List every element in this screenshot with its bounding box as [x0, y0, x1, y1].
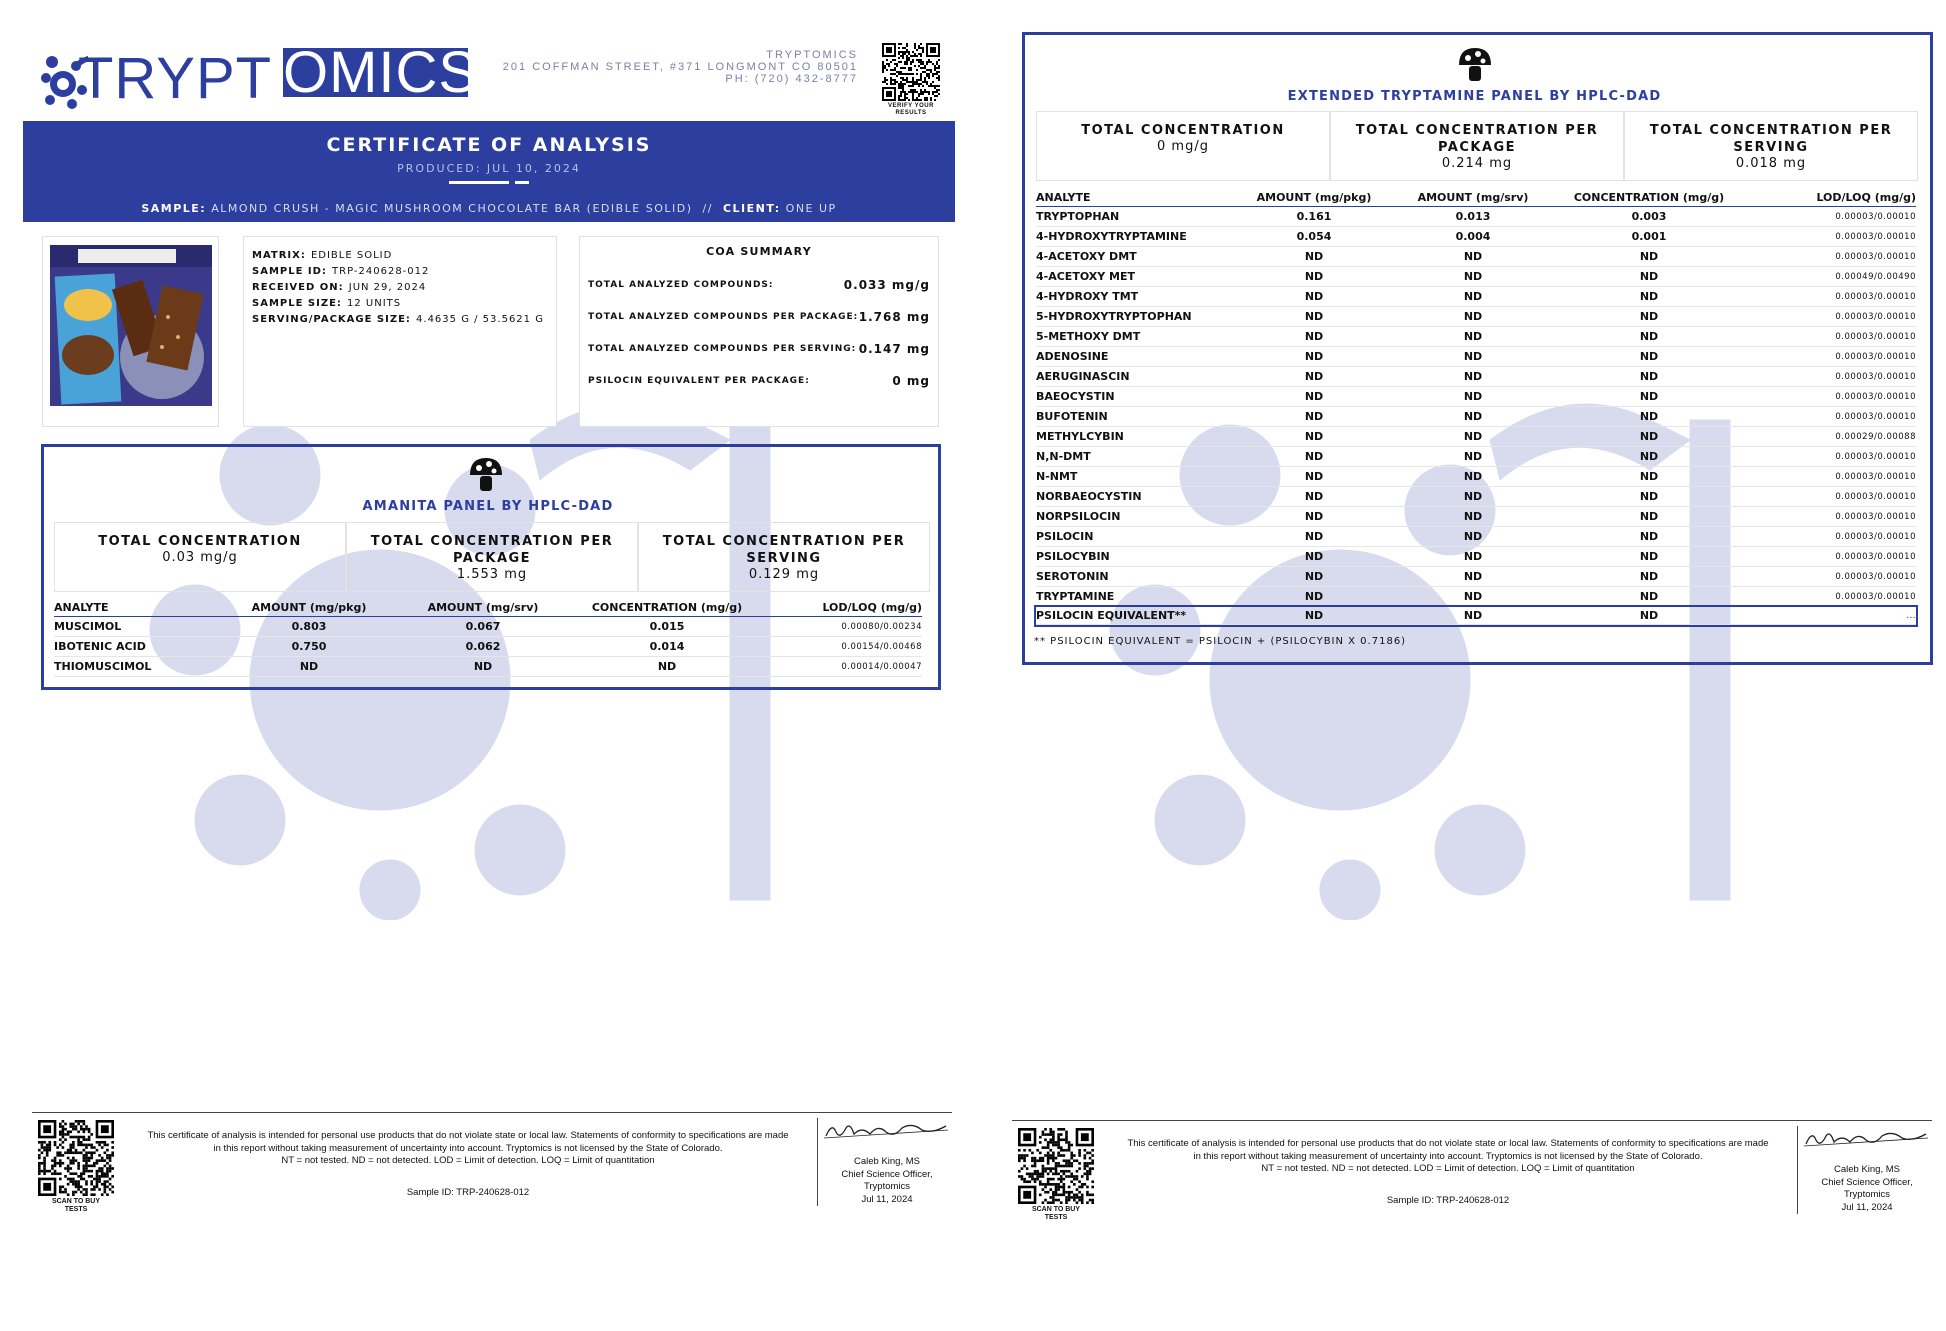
- coa-summary-row: [588, 273, 930, 305]
- sample-info-value: 4.4635 G / 53.5621 G: [416, 314, 544, 325]
- sample-info-list: [252, 245, 544, 325]
- table-row: [1036, 407, 1916, 427]
- table-row: [54, 617, 922, 637]
- scan-to-buy-label: [34, 1198, 118, 1214]
- table-row: [1036, 587, 1916, 607]
- result-value: ND: [1554, 527, 1744, 547]
- result-value: ND: [1236, 487, 1392, 507]
- disclaimer-line: in this report without taking measurement of uncertainty into account. Tryptomics is not licensed by the State of Colorado.: [1193, 1150, 1703, 1162]
- total-concentration-box: [1036, 111, 1330, 181]
- lod-loq-value: 0.00029/0.00088: [1744, 427, 1916, 447]
- result-value: ND: [1392, 467, 1554, 487]
- scan-to-buy-label: [1014, 1206, 1098, 1222]
- footer-divider: [1012, 1120, 1932, 1121]
- result-value: 0.003: [1554, 207, 1744, 227]
- lod-loq-value: 0.00003/0.00010: [1744, 587, 1916, 607]
- mushroom-icon: [467, 455, 505, 493]
- result-value: ND: [394, 657, 572, 677]
- signature-line: Jul 11, 2024: [861, 1193, 913, 1205]
- column-header: ANALYTE: [1036, 190, 1236, 207]
- result-value: 0.014: [572, 637, 762, 657]
- result-value: 0.067: [394, 617, 572, 637]
- total-value: 0 mg/g: [1157, 139, 1209, 154]
- table-row: [1036, 427, 1916, 447]
- result-value: ND: [1236, 367, 1392, 387]
- total-label: TOTAL CONCENTRATION PER SERVING: [662, 534, 906, 566]
- table-row: [1036, 467, 1916, 487]
- disclaimer-line: in this report without taking measurement of uncertainty into account. Tryptomics is not licensed by the State of Colorado.: [213, 1142, 723, 1154]
- verify-label-line1: VERIFY YOUR: [888, 103, 934, 109]
- result-value: ND: [1392, 407, 1554, 427]
- result-value: ND: [1554, 367, 1744, 387]
- result-value: ND: [1392, 567, 1554, 587]
- client-value: ONE UP: [785, 202, 837, 215]
- verify-results-label: [872, 103, 950, 117]
- result-value: 0.004: [1392, 227, 1554, 247]
- result-value: ND: [1392, 247, 1554, 267]
- lod-loq-value: 0.00003/0.00010: [1744, 327, 1916, 347]
- result-value: ND: [1554, 407, 1744, 427]
- lod-loq-value: 0.00003/0.00010: [1744, 287, 1916, 307]
- analyte-name: BAEOCYSTIN: [1036, 387, 1236, 407]
- total-concentration-box: [638, 522, 930, 592]
- lod-loq-value: 0.00003/0.00010: [1744, 307, 1916, 327]
- lod-loq-value: 0.00003/0.00010: [1744, 367, 1916, 387]
- result-value: ND: [1554, 447, 1744, 467]
- product-image-frame: [42, 236, 219, 427]
- lod-loq-value: 0.00154/0.00468: [762, 637, 922, 657]
- sample-info-row: [252, 277, 544, 293]
- signature-divider: [1797, 1126, 1798, 1214]
- result-value: ND: [1392, 487, 1554, 507]
- total-value: 0.018 mg: [1735, 156, 1807, 171]
- banner-divider: [449, 181, 529, 184]
- total-label: TOTAL CONCENTRATION PER SERVING: [1649, 123, 1893, 155]
- result-value: ND: [1554, 327, 1744, 347]
- result-value: ND: [1392, 587, 1554, 607]
- table-row: [1036, 347, 1916, 367]
- result-value: ND: [1392, 327, 1554, 347]
- table-header-row: [54, 600, 922, 617]
- total-concentration-box: [1330, 111, 1624, 181]
- analyte-name: SEROTONIN: [1036, 567, 1236, 587]
- table-row: [1036, 447, 1916, 467]
- result-value: ND: [1392, 287, 1554, 307]
- result-value: ND: [1392, 447, 1554, 467]
- sample-info-row: [252, 309, 544, 325]
- table-row: [1036, 327, 1916, 347]
- tryptamine-results-table: [1036, 190, 1916, 625]
- coa-summary-box: [579, 236, 939, 427]
- result-value: ND: [1554, 507, 1744, 527]
- lod-loq-value: 0.00003/0.00010: [1744, 447, 1916, 467]
- analyte-name: NORBAEOCYSTIN: [1036, 487, 1236, 507]
- footer-sample-id: Sample ID: TRP-240628-012: [406, 1187, 530, 1198]
- lab-name: TRYPTOMICS: [766, 49, 858, 61]
- total-value: 0.129 mg: [748, 567, 820, 582]
- total-label: TOTAL CONCENTRATION: [98, 534, 302, 549]
- table-row: [1036, 547, 1916, 567]
- result-value: ND: [1392, 607, 1554, 625]
- column-header: AMOUNT (mg/pkg): [224, 600, 394, 617]
- result-value: ND: [1554, 427, 1744, 447]
- result-value: ND: [1236, 547, 1392, 567]
- handwritten-signature: [822, 1118, 952, 1144]
- total-value: 0.03 mg/g: [162, 550, 238, 565]
- lod-loq-value: 0.00003/0.00010: [1744, 567, 1916, 587]
- result-value: ND: [1554, 567, 1744, 587]
- result-value: ND: [1236, 567, 1392, 587]
- total-value: 0.214 mg: [1441, 156, 1513, 171]
- total-concentration-box: [346, 522, 638, 592]
- result-value: 0.013: [1392, 207, 1554, 227]
- coa-summary-row: [588, 305, 930, 337]
- result-value: 0.001: [1554, 227, 1744, 247]
- result-value: 0.161: [1236, 207, 1392, 227]
- result-value: ND: [1554, 387, 1744, 407]
- result-value: ND: [1236, 327, 1392, 347]
- result-value: ND: [1236, 587, 1392, 607]
- result-value: ND: [1236, 247, 1392, 267]
- result-value: ND: [1554, 287, 1744, 307]
- signature-divider: [817, 1118, 818, 1206]
- psilocin-equivalent-footnote: ** PSILOCIN EQUIVALENT = PSILOCIN + (PSILOCYBIN X 0.7186): [1034, 636, 1407, 647]
- result-value: ND: [1236, 407, 1392, 427]
- coa-summary-value: 0.147 mg: [858, 342, 930, 356]
- disclaimer-line: This certificate of analysis is intended for personal use products that do not violate state or local law. Statements of conformity to specifications are made: [147, 1130, 789, 1141]
- analyte-name: ADENOSINE: [1036, 347, 1236, 367]
- signature-block: [822, 1156, 952, 1206]
- lod-loq-value: 0.00003/0.00010: [1744, 507, 1916, 527]
- table-header-row: [1036, 190, 1916, 207]
- result-value: ND: [1554, 547, 1744, 567]
- signature-line: Chief Science Officer,: [841, 1168, 933, 1180]
- lod-loq-value: 0.00003/0.00010: [1744, 467, 1916, 487]
- result-value: ND: [1236, 467, 1392, 487]
- footer-divider: [32, 1112, 952, 1113]
- table-row: [1036, 227, 1916, 247]
- column-header: AMOUNT (mg/srv): [1392, 190, 1554, 207]
- analyte-name: IBOTENIC ACID: [54, 637, 224, 657]
- table-row: [1036, 367, 1916, 387]
- column-header: LOD/LOQ (mg/g): [1744, 190, 1916, 207]
- result-value: ND: [572, 657, 762, 677]
- signature-line: Caleb King, MS: [853, 1156, 920, 1167]
- lod-loq-value: 0.00003/0.00010: [1744, 527, 1916, 547]
- lab-address-block: [503, 49, 858, 85]
- table-row: [54, 637, 922, 657]
- lod-loq-value: 0.00003/0.00010: [1744, 407, 1916, 427]
- certificate-banner: [23, 121, 955, 222]
- signature-block: [1802, 1164, 1932, 1214]
- result-value: ND: [1392, 387, 1554, 407]
- coa-summary-row: [588, 337, 930, 369]
- coa-summary-label: TOTAL ANALYZED COMPOUNDS:: [588, 280, 774, 290]
- result-value: ND: [1392, 547, 1554, 567]
- table-row: [1036, 287, 1916, 307]
- table-row: [1036, 387, 1916, 407]
- scan-label-line1: SCAN TO BUY: [1031, 1206, 1081, 1213]
- table-row: [1036, 567, 1916, 587]
- result-value: ND: [1554, 487, 1744, 507]
- result-value: ND: [1554, 607, 1744, 625]
- lab-phone: PH: (720) 432-8777: [725, 73, 858, 85]
- sample-info-box: [243, 236, 557, 427]
- logo-text-omics: OMICS: [283, 40, 479, 105]
- table-row: [1036, 487, 1916, 507]
- result-value: ND: [1236, 427, 1392, 447]
- analyte-name: PSILOCIN: [1036, 527, 1236, 547]
- sample-info-label: RECEIVED ON:: [252, 282, 344, 293]
- result-value: ND: [224, 657, 394, 677]
- lod-loq-value: 0.00003/0.00010: [1744, 207, 1916, 227]
- result-value: ND: [1236, 447, 1392, 467]
- coa-summary-label: TOTAL ANALYZED COMPOUNDS PER PACKAGE:: [588, 312, 859, 322]
- lod-loq-value: 0.00014/0.00047: [762, 657, 922, 677]
- coa-summary-rows: [588, 273, 930, 401]
- result-value: ND: [1392, 367, 1554, 387]
- analyte-name: 4-ACETOXY DMT: [1036, 247, 1236, 267]
- table-row: [1036, 507, 1916, 527]
- lod-loq-value: 0.00049/0.00490: [1744, 267, 1916, 287]
- mushroom-icon: [1456, 45, 1494, 83]
- result-value: 0.803: [224, 617, 394, 637]
- analyte-name: 5-METHOXY DMT: [1036, 327, 1236, 347]
- total-label: TOTAL CONCENTRATION PER PACKAGE: [1355, 123, 1599, 155]
- produced-date: PRODUCED: JUL 10, 2024: [397, 162, 581, 175]
- lab-address: 201 COFFMAN STREET, #371 LONGMONT CO 80501: [502, 61, 858, 73]
- lod-loq-value: 0.00003/0.00010: [1744, 387, 1916, 407]
- sample-info-value: EDIBLE SOLID: [310, 250, 393, 261]
- logo-text-tryp: TRYPT: [78, 46, 273, 111]
- result-value: 0.062: [394, 637, 572, 657]
- table-row: [1036, 247, 1916, 267]
- psilocin-equivalent-row: [1036, 607, 1916, 625]
- tryptamine-panel-title: EXTENDED TRYPTAMINE PANEL BY HPLC-DAD: [1287, 89, 1662, 104]
- result-value: ND: [1236, 607, 1392, 625]
- analyte-name: NORPSILOCIN: [1036, 507, 1236, 527]
- signature-line: Tryptomics: [863, 1181, 911, 1192]
- result-value: 0.054: [1236, 227, 1392, 247]
- coa-summary-label: PSILOCIN EQUIVALENT PER PACKAGE:: [588, 376, 810, 386]
- signature-line: Chief Science Officer,: [1821, 1176, 1913, 1188]
- total-concentration-box: [1624, 111, 1918, 181]
- coa-summary-title: COA SUMMARY: [706, 245, 812, 258]
- sample-info-label: SERVING/PACKAGE SIZE:: [252, 314, 411, 325]
- analyte-name: BUFOTENIN: [1036, 407, 1236, 427]
- disclaimer-line: NT = not tested. ND = not detected. LOD = Limit of detection. LOQ = Limit of quantitation: [1261, 1163, 1635, 1174]
- sample-info-value: 12 UNITS: [347, 298, 402, 309]
- separator: //: [702, 202, 713, 215]
- client-label: CLIENT:: [722, 202, 781, 215]
- analyte-name: MUSCIMOL: [54, 617, 224, 637]
- verify-results-qr-code[interactable]: [882, 43, 940, 101]
- column-header: ANALYTE: [54, 600, 224, 617]
- verify-label-line2: RESULTS: [895, 110, 927, 116]
- analyte-name: METHYLCYBIN: [1036, 427, 1236, 447]
- sample-info-value: TRP-240628-012: [332, 266, 430, 277]
- result-value: ND: [1236, 307, 1392, 327]
- analyte-name: TRYPTOPHAN: [1036, 207, 1236, 227]
- column-header: AMOUNT (mg/pkg): [1236, 190, 1392, 207]
- result-value: ...: [1744, 607, 1916, 625]
- lod-loq-value: 0.00003/0.00010: [1744, 487, 1916, 507]
- result-value: ND: [1392, 507, 1554, 527]
- result-value: ND: [1554, 267, 1744, 287]
- disclaimer-text: [128, 1130, 808, 1168]
- analyte-name: 4-HYDROXY TMT: [1036, 287, 1236, 307]
- result-value: ND: [1392, 527, 1554, 547]
- certificate-title: CERTIFICATE OF ANALYSIS: [326, 134, 652, 156]
- column-header: CONCENTRATION (mg/g): [572, 600, 762, 617]
- lod-loq-value: 0.00003/0.00010: [1744, 347, 1916, 367]
- sample-value: ALMOND CRUSH - MAGIC MUSHROOM CHOCOLATE BAR (EDIBLE SOLID): [211, 202, 693, 215]
- lod-loq-value: 0.00003/0.00010: [1744, 547, 1916, 567]
- result-value: ND: [1236, 507, 1392, 527]
- footer-sample-id: Sample ID: TRP-240628-012: [1386, 1195, 1510, 1206]
- coa-summary-row: [588, 369, 930, 401]
- result-value: ND: [1236, 267, 1392, 287]
- result-value: ND: [1554, 467, 1744, 487]
- total-label: TOTAL CONCENTRATION PER PACKAGE: [370, 534, 614, 566]
- sample-info-label: SAMPLE SIZE:: [252, 298, 342, 309]
- sample-info-label: MATRIX:: [252, 250, 306, 261]
- table-row: [1036, 307, 1916, 327]
- result-value: ND: [1392, 347, 1554, 367]
- coa-summary-label: TOTAL ANALYZED COMPOUNDS PER SERVING:: [588, 344, 857, 354]
- scan-label-line1: SCAN TO BUY: [51, 1198, 101, 1205]
- result-value: ND: [1392, 267, 1554, 287]
- result-value: ND: [1392, 307, 1554, 327]
- disclaimer-line: This certificate of analysis is intended for personal use products that do not violate state or local law. Statements of conformity to specifications are made: [1127, 1138, 1769, 1149]
- scan-to-buy-qr-code[interactable]: [38, 1120, 114, 1196]
- handwritten-signature: [1802, 1126, 1932, 1152]
- sample-info-label: SAMPLE ID:: [252, 266, 327, 277]
- signature-line: Jul 11, 2024: [1841, 1201, 1893, 1213]
- sample-info-value: JUN 29, 2024: [348, 282, 427, 293]
- analyte-name: PSILOCIN EQUIVALENT**: [1036, 607, 1236, 625]
- analyte-name: AERUGINASCIN: [1036, 367, 1236, 387]
- result-value: ND: [1236, 387, 1392, 407]
- sample-info-row: [252, 261, 544, 277]
- total-label: TOTAL CONCENTRATION: [1081, 123, 1285, 138]
- analyte-name: 4-ACETOXY MET: [1036, 267, 1236, 287]
- analyte-name: 5-HYDROXYTRYPTOPHAN: [1036, 307, 1236, 327]
- sample-info-row: [252, 245, 544, 261]
- disclaimer-text: [1108, 1138, 1788, 1176]
- sample-label: SAMPLE:: [141, 202, 207, 215]
- result-value: 0.015: [572, 617, 762, 637]
- disclaimer-line: NT = not tested. ND = not detected. LOD = Limit of detection. LOQ = Limit of quantitation: [281, 1155, 655, 1166]
- product-image: [50, 245, 212, 406]
- table-row: [1036, 527, 1916, 547]
- table-row: [1036, 267, 1916, 287]
- scan-label-line2: TESTS: [64, 1206, 88, 1213]
- result-value: ND: [1554, 247, 1744, 267]
- column-header: LOD/LOQ (mg/g): [762, 600, 922, 617]
- analyte-name: 4-HYDROXYTRYPTAMINE: [1036, 227, 1236, 247]
- signature-line: Caleb King, MS: [1833, 1164, 1900, 1175]
- total-concentration-box: [54, 522, 346, 592]
- result-value: ND: [1554, 347, 1744, 367]
- coa-summary-value: 0 mg: [892, 374, 930, 388]
- analyte-name: TRYPTAMINE: [1036, 587, 1236, 607]
- column-header: CONCENTRATION (mg/g): [1554, 190, 1744, 207]
- result-value: ND: [1554, 307, 1744, 327]
- scan-label-line2: TESTS: [1044, 1214, 1068, 1221]
- column-header: AMOUNT (mg/srv): [394, 600, 572, 617]
- analyte-name: PSILOCYBIN: [1036, 547, 1236, 567]
- lod-loq-value: 0.00080/0.00234: [762, 617, 922, 637]
- table-row: [1036, 207, 1916, 227]
- total-value: 1.553 mg: [456, 567, 528, 582]
- analyte-name: N,N-DMT: [1036, 447, 1236, 467]
- amanita-results-table: [54, 600, 922, 677]
- signature-line: Tryptomics: [1843, 1189, 1891, 1200]
- result-value: ND: [1554, 587, 1744, 607]
- result-value: ND: [1236, 287, 1392, 307]
- coa-summary-value: 1.768 mg: [858, 310, 930, 324]
- sample-client-line: [23, 202, 955, 215]
- sample-info-row: [252, 293, 544, 309]
- result-value: ND: [1236, 347, 1392, 367]
- lod-loq-value: 0.00003/0.00010: [1744, 247, 1916, 267]
- coa-summary-value: 0.033 mg/g: [843, 278, 930, 292]
- analyte-name: THIOMUSCIMOL: [54, 657, 224, 677]
- analyte-name: N-NMT: [1036, 467, 1236, 487]
- table-row: [54, 657, 922, 677]
- result-value: 0.750: [224, 637, 394, 657]
- result-value: ND: [1392, 427, 1554, 447]
- lod-loq-value: 0.00003/0.00010: [1744, 227, 1916, 247]
- result-value: ND: [1236, 527, 1392, 547]
- scan-to-buy-qr-code[interactable]: [1018, 1128, 1094, 1204]
- amanita-panel-title: AMANITA PANEL BY HPLC-DAD: [362, 499, 614, 514]
